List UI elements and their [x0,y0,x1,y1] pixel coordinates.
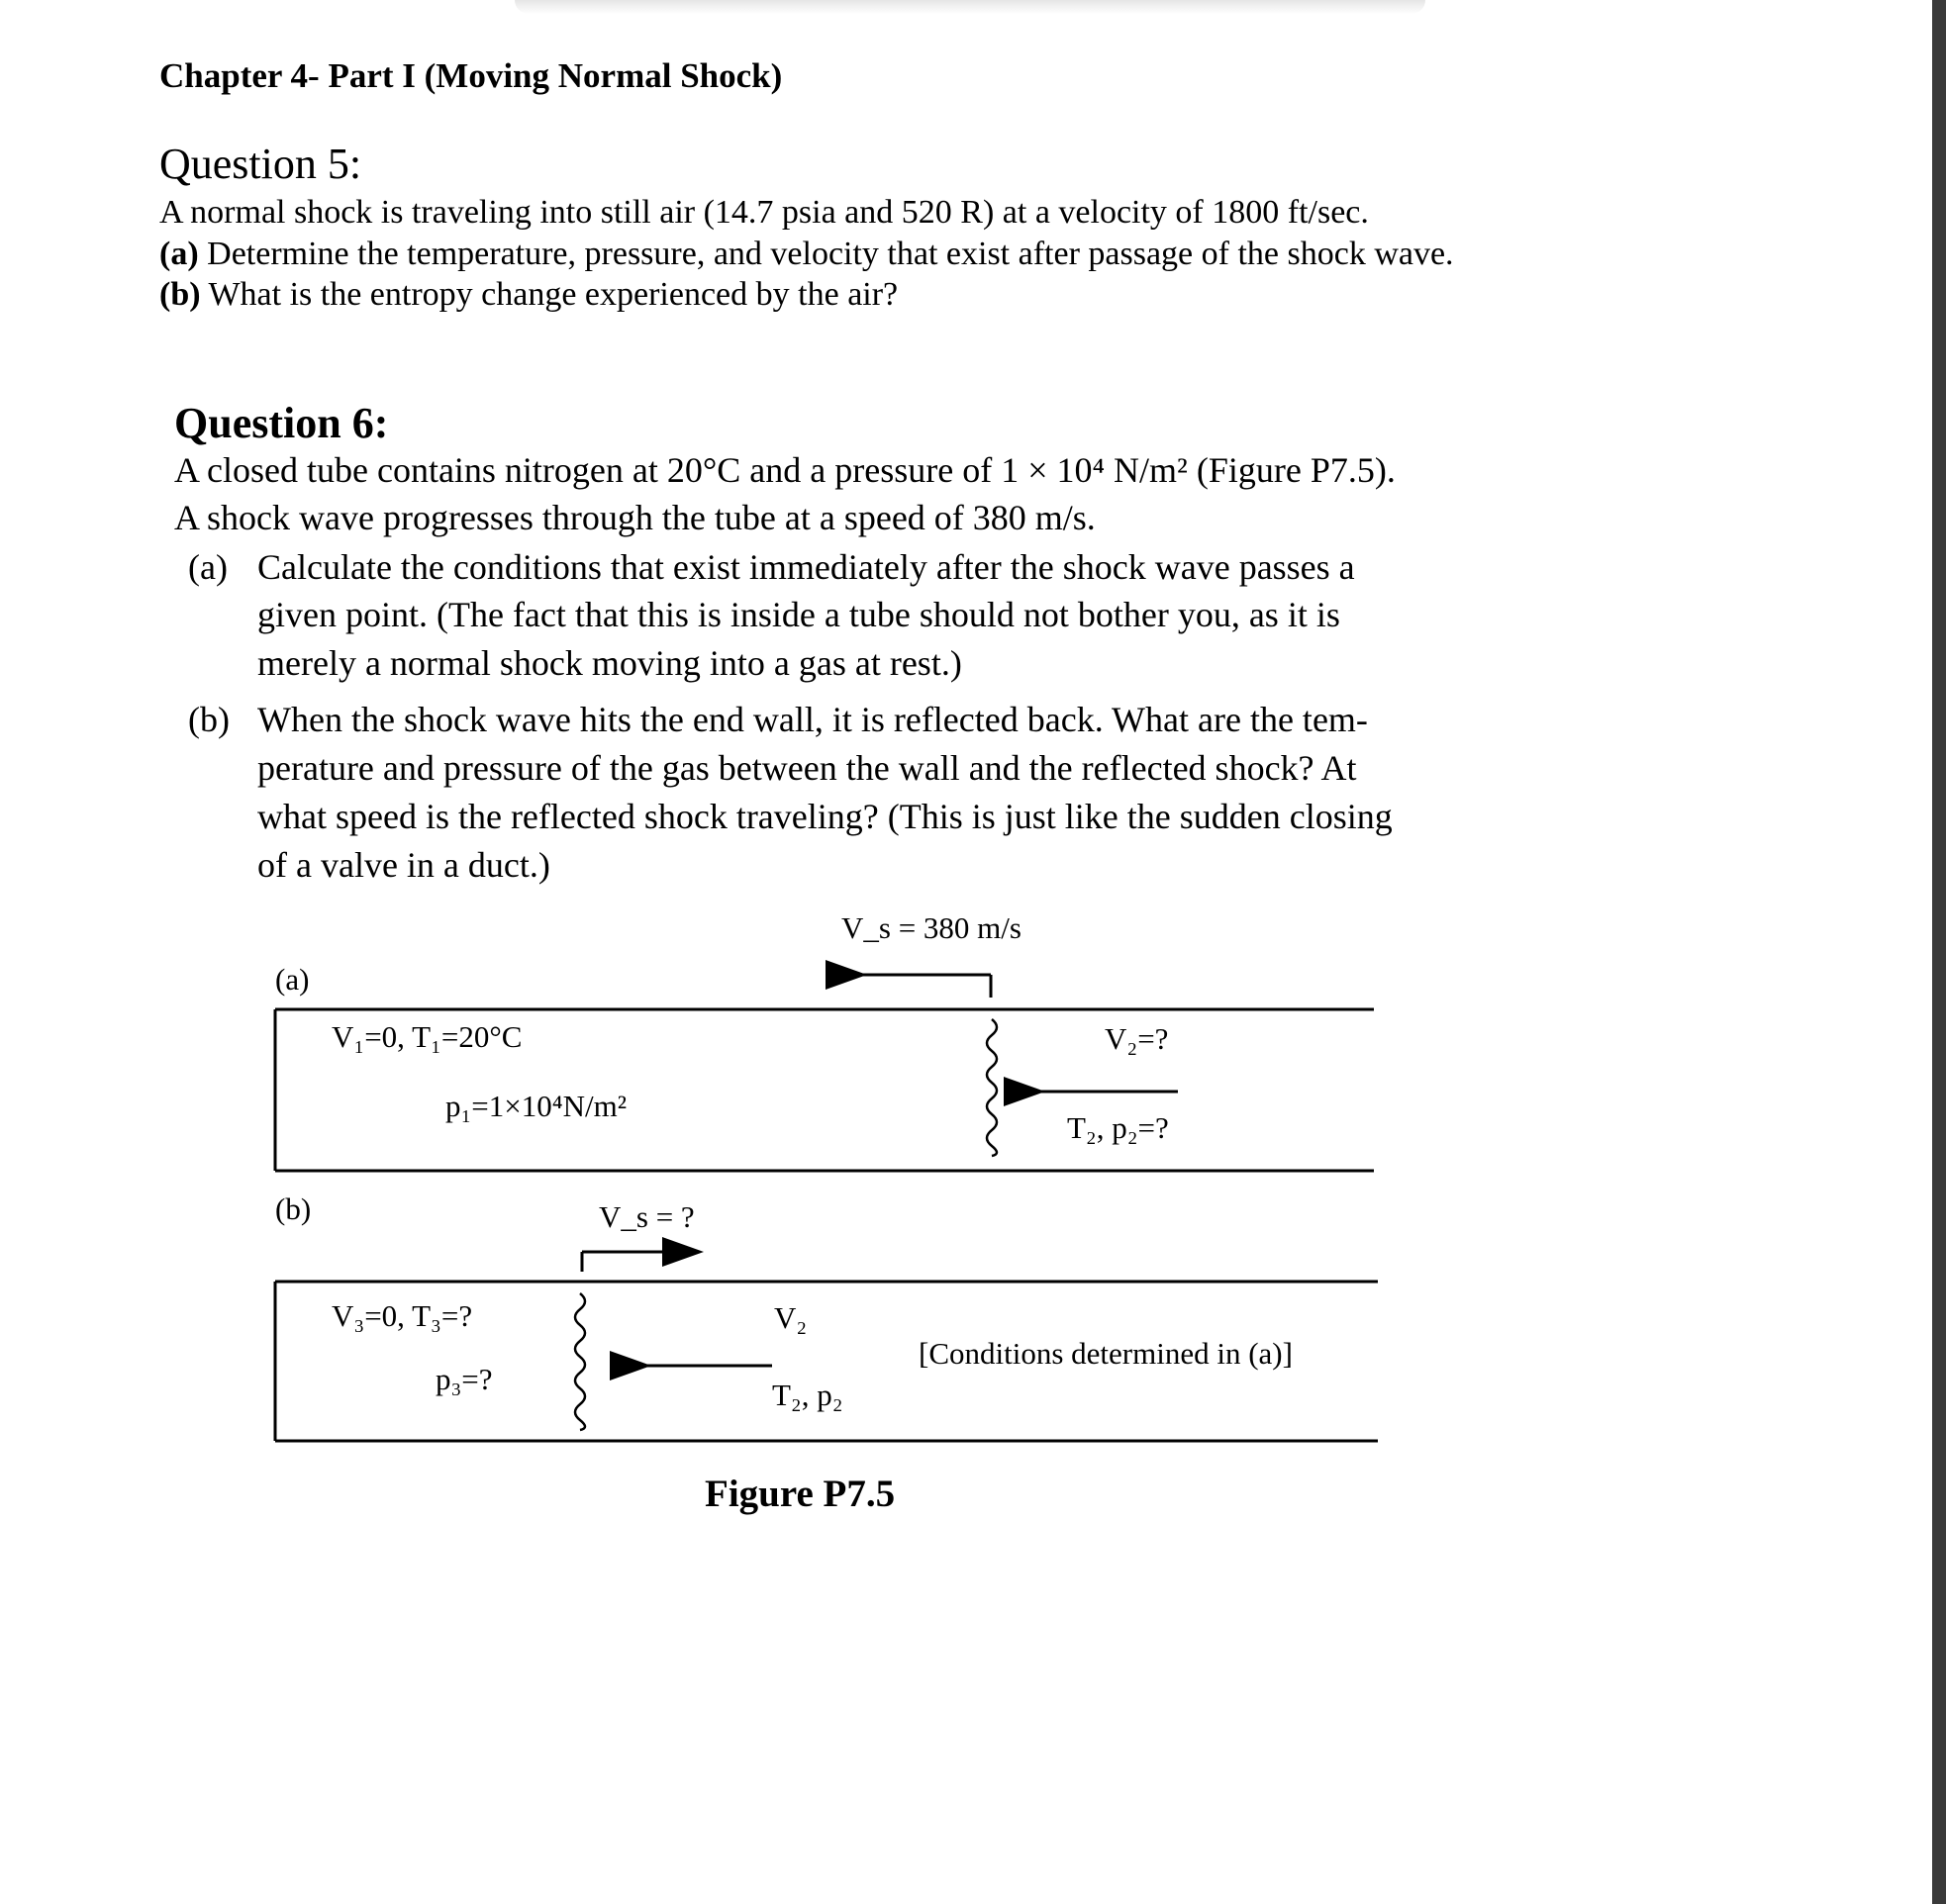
panel-b-shock-speed: V_s = ? [599,1199,695,1234]
question-5-part-a [159,235,1454,274]
question-6-intro-2: A shock wave progresses through the tube at a speed of 380 m/s. [174,498,1096,537]
question-6-part-b-line: perature and pressure of the gas between the wall and the reflected shock? At [257,748,1357,788]
conditions-note: [Conditions determined in (a)] [919,1336,1293,1371]
figure-p7-5 [257,901,1396,1534]
panel-a-shock-speed: V_s = 380 m/s [841,910,1022,945]
question-6-part-b-label: (b) [188,700,230,739]
shock-wave-a [987,1019,997,1156]
question-5-part-b [159,275,898,315]
part-a-label: (a) [159,236,199,272]
figure-caption: Figure P7.5 [705,1473,896,1515]
question-6-part-a-line: Calculate the conditions that exist immediately after the shock wave passes a [257,547,1355,587]
question-6-part-b-line: of a valve in a duct.) [257,845,550,885]
panel-a-label: (a) [275,962,310,997]
region-2-velocity-b: V₂ [774,1300,808,1335]
region-1-velocity-temperature: V₁=0, T₁=20°C [332,1019,523,1054]
region-3-velocity-temperature: V₃=0, T₃=? [332,1298,473,1333]
region-2-temperature-pressure-b: T₂, p₂ [772,1378,843,1412]
question-5-heading: Question 5: [159,140,362,188]
question-6-heading: Question 6: [174,399,389,447]
reflected-shock-wave-b [575,1293,585,1430]
region-3-pressure: p₃=? [436,1362,493,1396]
region-1-pressure: p₁=1×10⁴N/m² [445,1089,627,1123]
question-6-part-b-line: When the shock wave hits the end wall, it is reflected back. What are the tem- [257,700,1368,739]
question-6-part-b-line: what speed is the reflected shock traveling? (This is just like the sudden closing [257,797,1393,836]
question-6-part-a-line: merely a normal shock moving into a gas at rest.) [257,643,962,683]
question-5-intro: A normal shock is traveling into still air (14.7 psia and 520 R) at a velocity of 1800 ft/sec. [159,194,1369,231]
question-6-part-a-line: given point. (The fact that this is inside a tube should not bother you, as it is [257,595,1340,634]
region-2-temperature-pressure: T₂, p₂=? [1067,1110,1169,1145]
part-b-label: (b) [159,276,201,313]
question-6-intro-1: A closed tube contains nitrogen at 20°C and a pressure of 1 × 10⁴ N/m² (Figure P7.5). [174,450,1396,490]
region-2-velocity: V₂=? [1105,1021,1169,1056]
part-a-text: Determine the temperature, pressure, and velocity that exist after passage of the shock wave. [207,236,1454,272]
question-6-part-a-label: (a) [188,547,228,587]
panel-b-label: (b) [275,1191,312,1226]
part-b-text: What is the entropy change experienced by the air? [208,276,899,313]
window-edge [1932,0,1946,1904]
chapter-title: Chapter 4- Part I (Moving Normal Shock) [159,56,783,95]
page-top-shadow [515,0,1425,14]
